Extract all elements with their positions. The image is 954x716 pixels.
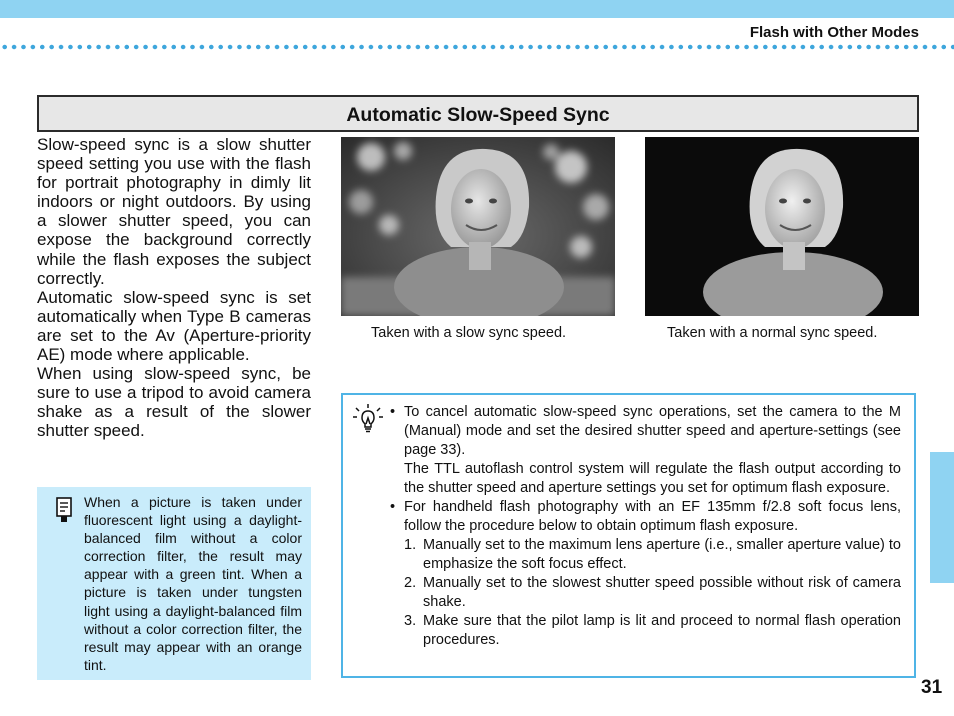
body-text — [37, 135, 311, 441]
running-header: Flash with Other Modes — [749, 24, 919, 41]
body-paragraph: When using slow-speed sync, be sure to use a tripod to avoid camera shake as a result of the slower shutter speed. — [37, 364, 311, 441]
step-number: 1. — [404, 537, 417, 553]
tip-step — [390, 536, 901, 574]
body-paragraph: Slow-speed sync is a slow shutter speed setting you use with the flash for portrait photography in dimly lit indoors or night outdoors. By using a slower shutter speed, you can expose the background correctly while the flash exposes the subject correctly. — [37, 135, 311, 288]
tip-bullet-item — [390, 403, 901, 498]
step-text: Manually set to the slowest shutter speed possible without risk of camera shake. — [423, 575, 901, 610]
tip-paragraph: For handheld flash photography with an EF 135mm f/2.8 soft focus lens, follow the procedure below to obtain optimum flash exposure. — [404, 499, 901, 534]
photo-caption: Taken with a normal sync speed. — [667, 325, 878, 341]
note-box — [37, 487, 311, 680]
photo-slow-sync — [341, 137, 615, 316]
tip-paragraph: To cancel automatic slow-speed sync operations, set the camera to the M (Manual) mode and set the desired shutter speed and aperture-settings (see page 33). — [404, 404, 901, 458]
step-number: 2. — [404, 575, 417, 591]
step-text: Manually set to the maximum lens aperture (i.e., smaller aperture value) to emphasize the soft focus effect. — [423, 537, 901, 572]
bullet: • — [390, 499, 396, 515]
step-text: Make sure that the pilot lamp is lit and proceed to normal flash operation procedures. — [423, 613, 901, 648]
body-paragraph: Automatic slow-speed sync is set automatically when Type B cameras are set to the Av (Aperture-priority AE) mode where applicable. — [37, 287, 311, 365]
note-text: When a picture is taken under fluorescent light using a daylight-balanced film without a color correction filter, the result may appear with a green tint. When a picture is taken under tungsten light using a daylight-balanced film without a color correction filter, the result may appear with an orange tint. — [84, 494, 302, 673]
memo-icon — [56, 497, 72, 528]
photo-caption: Taken with a slow sync speed. — [371, 325, 567, 341]
tip-step — [390, 612, 901, 650]
tip-steps-list — [390, 536, 901, 650]
tip-step — [390, 574, 901, 612]
step-number: 3. — [404, 613, 417, 629]
section-heading-box — [37, 95, 919, 132]
tip-paragraph: The TTL autoflash control system will regulate the flash output according to the shutter speed and aperture settings you set for optimum flash exposure. — [404, 461, 901, 496]
tip-box — [341, 393, 916, 678]
bullet: • — [390, 404, 396, 420]
portrait-photo-slow-sync — [341, 137, 615, 316]
page-number: 31 — [921, 677, 943, 698]
tip-bullet-item — [390, 498, 901, 536]
top-color-bar — [0, 0, 954, 18]
dotted-divider — [0, 44, 954, 50]
section-title: Automatic Slow-Speed Sync — [346, 104, 610, 126]
portrait-photo-normal-sync — [645, 137, 919, 316]
tip-content — [390, 403, 901, 650]
photo-normal-sync — [645, 137, 919, 316]
lightbulb-icon — [352, 403, 384, 438]
side-tab — [930, 452, 954, 583]
